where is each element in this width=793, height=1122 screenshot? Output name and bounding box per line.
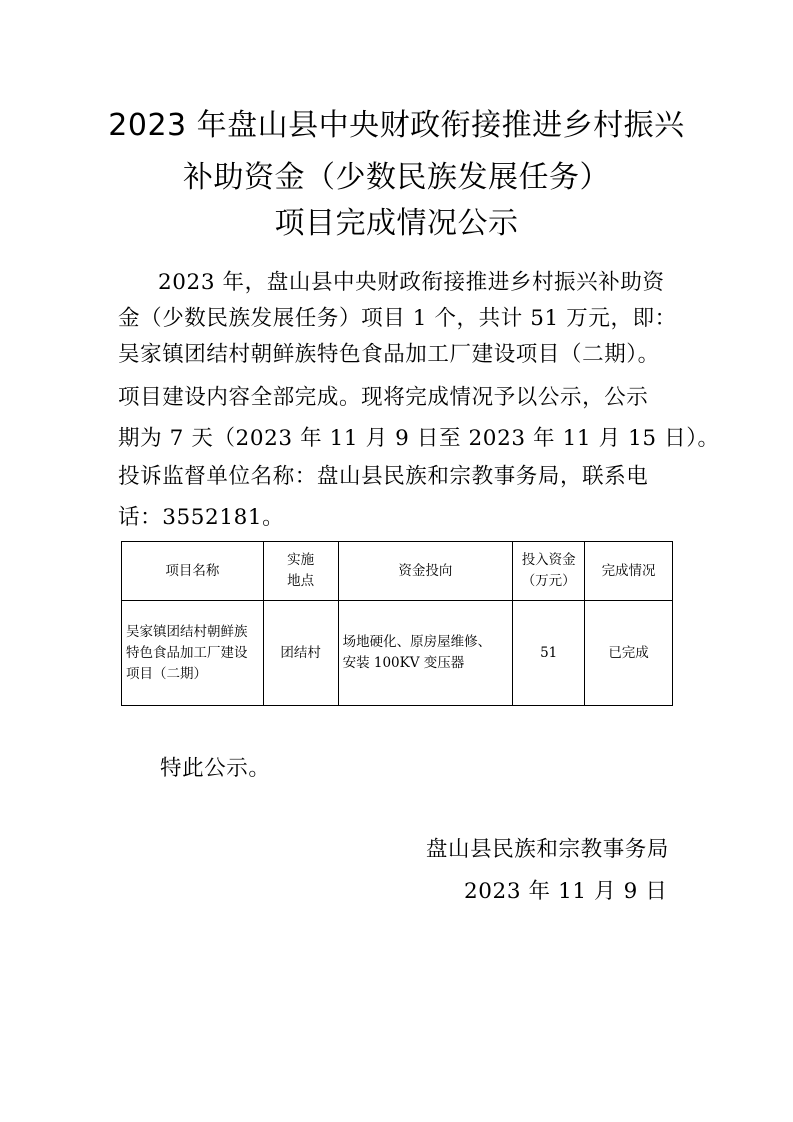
body-line-6: 投诉监督单位名称：盘山县民族和宗教事务局，联系电: [118, 464, 649, 489]
table-header-row: [122, 542, 673, 601]
title-line-2: 补助资金（少数民族发展任务）: [183, 160, 610, 195]
cell-project-name-line-3: 项目（二期）: [126, 665, 207, 682]
header-investment-line-2: （万元）: [521, 573, 576, 589]
header-status: 完成情况: [585, 542, 673, 601]
cell-fund-direction-line-2: 安装 100KV 变压器: [342, 655, 465, 671]
header-location-line-2: 地点: [287, 573, 315, 589]
body-line-4: 项目建设内容全部完成。现将完成情况予以公示，公示: [118, 385, 649, 410]
title-line-3: 项目完成情况公示: [274, 206, 519, 241]
cell-project-name-line-1: 吴家镇团结村朝鲜族: [126, 623, 248, 640]
header-project-name: 项目名称: [122, 542, 264, 601]
body-line-5: 期为 7 天（2023 年 11 月 9 日至 2023 年 11 月 15 日）。: [118, 426, 720, 451]
cell-fund-direction: [338, 601, 513, 706]
body-line-7: 话：3552181。: [118, 505, 285, 530]
header-location: [263, 542, 338, 601]
signature-date: 2023 年 11 月 9 日: [464, 879, 668, 904]
title-line-1: 2023 年盘山县中央财政衔接推进乡村振兴: [108, 108, 685, 143]
cell-investment: 51: [513, 601, 585, 706]
header-location-line-1: 实施: [287, 552, 315, 568]
cell-project-name: [122, 601, 264, 706]
header-investment: [513, 542, 585, 601]
cell-fund-direction-line-1: 场地硬化、原房屋维修、: [342, 634, 492, 650]
closing-text: 特此公示。: [160, 756, 271, 781]
signature-org: 盘山县民族和宗教事务局: [425, 837, 669, 862]
cell-location: 团结村: [263, 601, 338, 706]
body-line-3: 吴家镇团结村朝鲜族特色食品加工厂建设项目（二期）。: [118, 342, 660, 367]
cell-status: 已完成: [585, 601, 673, 706]
table-row: [122, 601, 673, 706]
project-table: [121, 541, 673, 706]
header-fund-direction: 资金投向: [338, 542, 513, 601]
header-investment-line-1: 投入资金: [521, 552, 576, 568]
cell-project-name-line-2: 特色食品加工厂建设: [126, 644, 248, 661]
body-line-2: 金（少数民族发展任务）项目 1 个，共计 51 万元，即：: [118, 306, 677, 331]
body-line-1: 2023 年，盘山县中央财政衔接推进乡村振兴补助资: [158, 270, 665, 295]
